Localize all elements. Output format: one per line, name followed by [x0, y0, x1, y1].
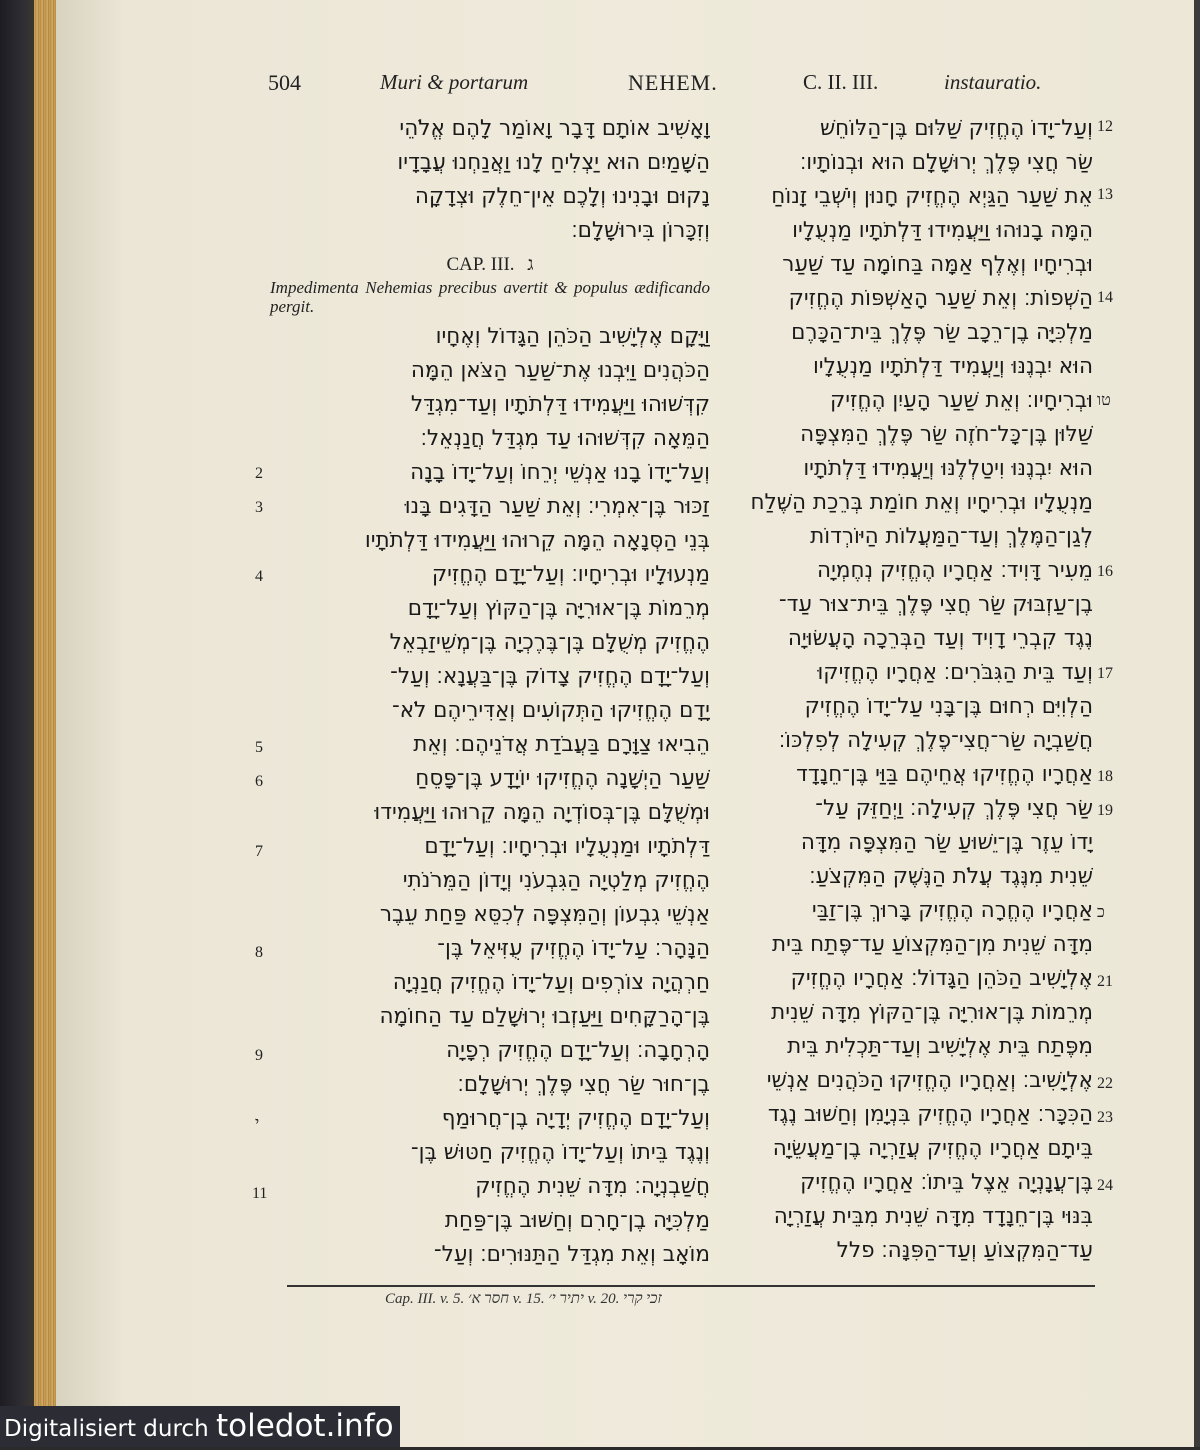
text-line: מְרֵמוֹת בֶּן־אוּרִיָּה בֶּן־הַקּוֹץ וְעַל־יָדָם: [407, 596, 710, 621]
verse-number: 8: [255, 944, 263, 961]
text-line: מַלְכִּיָּה בֶן־חָרִם וְחַשּׁוּב בֶּן־פַּחַת: [444, 1208, 710, 1233]
text-line: מְרֵמוֹת בֶּן־אוּרִיָּה בֶּן־הַקּוֹץ מִדָּה שֵׁנִית: [771, 1000, 1093, 1025]
text-line: דַּלְתֹתָיו וּמַנְעֻלָיו וּבְרִיחָיו׃ וְעַל־יָדָם: [424, 834, 710, 859]
text-line: שַׂר חֲצִי פֶּלֶךְ יְרוּשָׁלִָם הוּא וּבְנוֹתָיו׃: [799, 150, 1093, 175]
header-book-title: NEHEM.: [628, 70, 718, 95]
text-line: הָרְחָבָה׃ וְעַל־יָדָם הֶחֱזִיק רְפָיָה: [446, 1038, 710, 1063]
running-header: [268, 70, 1080, 110]
text-line: שַׂר חֲצִי פֶּלֶךְ קְעִילָה׃ וַיְחַזֵּק עַל־: [815, 796, 1093, 821]
text-line: חַרְהֲיָה צוֹרְפִים וְעַל־יָדוֹ הֶחֱזִיק חֲנַנְיָה: [392, 970, 710, 995]
footnote-divider: [287, 1285, 1095, 1287]
chapter-heading-latin: CAP. III.: [446, 254, 515, 275]
text-line: וְעַל־יָדָם הֶחֱזִיק יְדָיָה בֶן־חֲרוּמַף: [441, 1106, 710, 1131]
watermark-site: toledot.info: [215, 1408, 394, 1444]
text-line: בֶן־עַזְבּוּק שַׂר חֲצִי פֶּלֶךְ בֵּית־צוּר עַד־: [778, 592, 1093, 617]
text-line: מוֹאָב וְאֵת מִגְדַּל הַתַּנּוּרִים׃ וְעַל־: [433, 1242, 710, 1267]
text-line: מַנְעֻלָיו וּבְרִיחָיו וְאֵת חוֹמַת בְּרֵכַת הַשֶּׁלַח: [750, 490, 1093, 515]
chapter-heading-hebrew: ג: [527, 254, 534, 275]
header-left-title: Muri & portarum: [380, 70, 529, 94]
verse-number: 13: [1097, 186, 1113, 203]
text-line: בֶּן־הָרַקָּחִים וַיַּעַזְבוּ יְרוּשָׁלִַם עַד הַחוֹמָה: [379, 1004, 710, 1029]
text-line: וְעַל־יָדוֹ הֶחֱזִיק שַׁלּוּם בֶּן־הַלּוֹחֵשׁ: [819, 116, 1093, 141]
text-line: בֶּן־עֲנָנְיָה אֵצֶל בֵּיתוֹ׃ אַחֲרָיו הֶחֱזִיק: [800, 1170, 1093, 1195]
book-binding: [0, 0, 34, 1447]
verse-number: 12: [1097, 118, 1113, 135]
text-line: נָקוּם וּבָנִינוּ וְלָכֶם אֵין־חֵלֶק וּצְדָקָה: [414, 184, 710, 209]
text-line: קִדְּשׁוּהוּ וַיַּעֲמִידוּ דַּלְתֹתָיו וְעַד־מִגְדַּל: [410, 392, 710, 417]
text-line: שֵׁנִית מִנֶּגֶד עֲלֹת הַנֶּשֶׁק הַמִּקְצֹעַ׃: [809, 864, 1093, 889]
text-line: לְגַן־הַמֶּלֶךְ וְעַד־הַמַּעֲלוֹת הַיּוֹרְדוֹת: [810, 524, 1093, 549]
text-line: וּמְשֻׁלָּם בֶּן־בְּסוֹדְיָה הֵמָּה קֵרוּהוּ וַיַּעֲמִידוּ: [374, 800, 710, 825]
header-chapter: C. II. III.: [803, 70, 879, 94]
verse-number: 24: [1097, 1177, 1113, 1194]
verse-number: 3: [255, 499, 263, 516]
text-line: מִדָּה שֵׁנִית מִן־הַמִּקְצוֹעַ עַד־פֶּתַח בֵּית: [771, 932, 1093, 957]
text-line: הֶחֱזִיק מְשֻׁלָּם בֶּן־בֶּרֶכְיָה בֶּן־מְשֵׁיזַבְאֵל: [389, 630, 710, 655]
text-line: יָדוֹ עֵזֶר בֶּן־יֵשׁוּעַ שַׂר הַמִּצְפָּה מִדָּה: [800, 830, 1093, 855]
watermark-prefix: Digitalisiert durch: [4, 1416, 209, 1442]
text-line: הַמֵּאָה קִדְּשׁוּהוּ עַד מִגְדַּל חֲנַנְאֵל׃: [420, 426, 710, 451]
text-line: וְעַל־יָדוֹ בָנוּ אַנְשֵׁי יְרֵחוֹ וְעַל־יָדוֹ בָנָה: [410, 460, 710, 485]
text-line: מַנְעוּלָיו וּבְרִיחָיו׃ וְעַל־יָדָם הֶחֱזִיק: [431, 562, 710, 587]
text-line: וּבְרִיחָיו וְאֶלֶף אַמָּה בַּחוֹמָה עַד שַׁעַר: [782, 252, 1093, 277]
text-line: הֵמָּה בָנוּהוּ וַיַּעֲמִידוּ דַּלְתֹתָיו מַנְעֻלָיו: [792, 218, 1093, 243]
verse-number: 22: [1097, 1075, 1113, 1092]
verse-number: 2: [255, 465, 263, 482]
text-line: הֶחֱזִיק מְלַטְיָה הַגִּבְעֹנִי וְיָדוֹן הַמֵּרֹנֹתִי: [402, 868, 710, 893]
header-right-title: instauratio.: [944, 70, 1042, 94]
text-line: הַנָּהָר׃ עַל־יָדוֹ הֶחֱזִיק עֻזִּיאֵל בֶּן־: [437, 936, 710, 961]
text-line: בֵּיתָם אַחֲרָיו הֶחֱזִיק עֲזַרְיָה בֶן־מַעֲשֵׂיָה: [772, 1136, 1093, 1161]
chapter-heading: [270, 254, 710, 276]
text-line: הֵבִיאוּ צַוָּרָם בַּעֲבֹדַת אֲדֹנֵיהֶם׃ וְאֵת: [413, 732, 710, 757]
verse-number: כ: [1097, 904, 1105, 921]
text-line: הַכִּכָּר׃ אַחֲרָיו הֶחֱזִיק בִּנְיָמִן וְחַשּׁוּב נֶגֶד: [767, 1102, 1093, 1127]
verse-number: 17: [1097, 665, 1113, 682]
text-line: וְנֶגֶד בֵּיתוֹ וְעַל־יָדוֹ הֶחֱזִיק חַטּוּשׁ בֶּן־: [410, 1140, 710, 1165]
page-border: [1194, 0, 1200, 1447]
text-line: בִּנּוּי בֶּן־חֵנָדָד מִדָּה שֵׁנִית מִבֵּית עֲזַרְיָה: [773, 1204, 1093, 1229]
page-edges: [34, 0, 56, 1447]
text-line: אֶלְיָשִׁיב׃ וְאַחֲרָיו הֶחֱזִיקוּ הַכֹּהֲנִים אַנְשֵׁי: [766, 1068, 1093, 1093]
verse-number: י: [255, 1115, 260, 1132]
text-line: וַיָּקָם אֶלְיָשִׁיב הַכֹּהֵן הַגָּדוֹל וְאֶחָיו: [435, 324, 710, 349]
verse-number: 21: [1097, 973, 1113, 990]
verse-number: טו: [1097, 392, 1111, 409]
text-line: מַלְכִּיָּה בֶן־רֵכָב שַׂר פֶּלֶךְ בֵּית־הַכָּרֶם: [791, 320, 1093, 345]
text-line: וּבְרִיחָיו׃ וְאֵת שַׁעַר הָעַיִן הֶחֱזִיק: [830, 388, 1093, 413]
text-line: בֶן־חוּר שַׂר חֲצִי פֶּלֶךְ יְרוּשָׁלִָם׃: [457, 1072, 710, 1097]
chapter-summary: Impedimenta Nehemias precibus avertit & populus ædificando pergit.: [270, 278, 710, 316]
text-line: יָדָם הֶחֱזִיקוּ הַתְּקוֹעִים וְאַדִּירֵיהֶם לֹא־: [391, 698, 710, 723]
text-line: עַד־הַמִּקְצוֹעַ וְעַד־הַפִּנָּה׃ פלל: [836, 1238, 1093, 1263]
text-line: הַשָּׁמַיִם הוּא יַצְלִיחַ לָנוּ וַאֲנַחְנוּ עֲבָדָיו: [397, 150, 710, 175]
text-line: הוּא יִבְנֶנּוּ וִיטַלְלֶנּוּ וְיַעֲמִידוּ דַּלְתֹתָיו: [803, 456, 1093, 481]
verse-number: 16: [1097, 563, 1113, 580]
text-line: הוּא יִבְנֶנּוּ וְיַעֲמִיד דַּלְתֹתָיו מַנְעֻלָיו: [812, 354, 1093, 379]
text-line: חֲשַׁבְיָה שַׂר־חֲצִי־פֶלֶךְ קְעִילָה לְפִלְכּוֹ׃: [778, 728, 1093, 753]
text-line: מֵעִיר דָּוִיד׃ אַחֲרָיו הֶחֱזִיק נְחֶמְיָה: [817, 558, 1093, 583]
text-line: וְעַד בֵּית הַגִּבֹּרִים׃ אַחֲרָיו הֶחֱזִיקוּ: [817, 660, 1093, 685]
verse-number: 23: [1097, 1109, 1113, 1126]
verse-number: 5: [255, 739, 263, 756]
text-line: מִפֶּתַח בֵּית אֶלְיָשִׁיב וְעַד־תַּכְלִית בֵּית: [787, 1034, 1093, 1059]
text-line: וָאָשִׁיב אוֹתָם דָּבָר וָאוֹמַר לָהֶם אֱלֹהֵי: [399, 116, 710, 141]
text-line: אַחֲרָיו הֶחֱזִיקוּ אֲחֵיהֶם בַּוַּי בֶּן־חֵנָדָד: [796, 762, 1093, 787]
verse-number: 6: [255, 773, 263, 790]
verse-number: 19: [1097, 802, 1113, 819]
verse-number: 11: [252, 1185, 268, 1202]
text-line: אֵת שַׁעַר הַגַּיְא הֶחֱזִיק חָנוּן וְיֹשְׁבֵי זָנוֹחַ: [771, 184, 1093, 209]
text-line: הַשְׁפוֹת׃ וְאֵת שַׁעַר הָאַשְׁפּוֹת הֶחֱזִיק: [788, 286, 1093, 311]
text-line: הַכֹּהֲנִים וַיִּבְנוּ אֶת־שַׁעַר הַצֹּאן הֵמָּה: [410, 358, 710, 383]
digitization-watermark: [0, 1406, 400, 1447]
text-line: הַלְוִיִּם רְחוּם בֶּן־בָּנִי עַל־יָדוֹ הֶחֱזִיק: [804, 694, 1093, 719]
text-line: אַחֲרָיו הֶחֱרָה הֶחֱזִיק בָּרוּךְ בֶּן־זַבַּי: [811, 898, 1093, 923]
text-line: וְעַל־יָדָם הֶחֱזִיק צָדוֹק בֶּן־בַּעֲנָא׃ וְעַל־: [390, 664, 710, 689]
verse-number: 18: [1097, 768, 1113, 785]
text-line: אֶלְיָשִׁיב הַכֹּהֵן הַגָּדוֹל׃ אַחֲרָיו הֶחֱזִיק: [790, 966, 1093, 991]
text-line: בְּנֵי הַסְּנָאָה הֵמָּה קֵרוּהוּ וַיַּעֲמִידוּ דַּלְתֹתָיו: [364, 528, 710, 553]
text-line: חֲשַׁבְנְיָה׃ מִדָּה שֵׁנִית הֶחֱזִיק: [475, 1174, 710, 1199]
verse-number: 9: [255, 1047, 263, 1064]
verse-number: 4: [255, 568, 263, 585]
verse-number: 14: [1097, 289, 1113, 306]
text-line: וְזִכָּרוֹן בִּירוּשָׁלִָם׃: [571, 218, 710, 243]
text-line: שַׁעַר הַיְשָׁנָה הֶחֱזִיקוּ יוֹיָדָע בֶּן־פָּסֵחַ: [415, 766, 710, 791]
text-line: אַנְשֵׁי גִבְעוֹן וְהַמִּצְפָּה לְכִסֵּא פַּחַת עֵבֶר: [379, 902, 710, 927]
text-line: שַׁלּוּן בֶּן־כָּל־חֹזֶה שַׂר פֶּלֶךְ הַמִּצְפָּה: [800, 422, 1093, 447]
text-line: זַכּוּר בֶּן־אִמְרִי׃ וְאֵת שַׁעַר הַדָּגִים בָּנוּ: [404, 494, 710, 519]
page-number: 504: [268, 70, 301, 95]
verse-number: 7: [255, 843, 263, 860]
text-line: נֶגֶד קִבְרֵי דָוִיד וְעַד הַבְּרֵכָה הָעֲשׂוּיָה: [787, 626, 1093, 651]
masoretic-footnote: Cap. III. v. 5. חסר א׳ v. 15. יתיר י׳ v. 20. זכי קרי: [385, 1291, 662, 1307]
